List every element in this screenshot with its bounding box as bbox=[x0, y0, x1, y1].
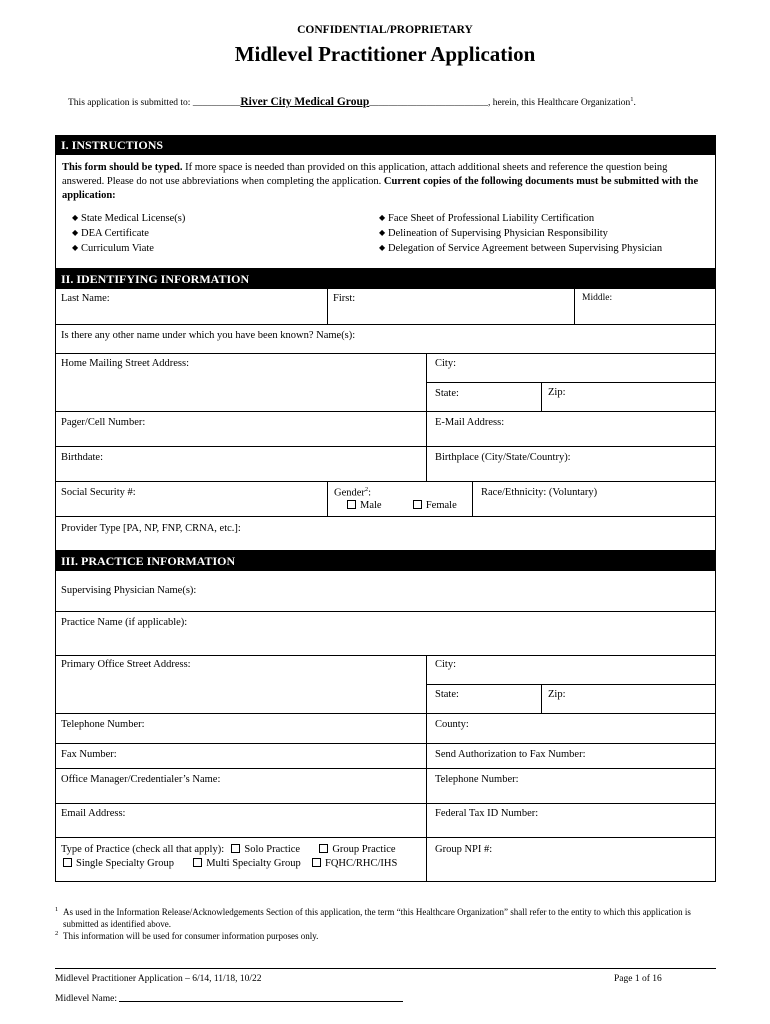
fqhc-option[interactable]: FQHC/RHC/IHS bbox=[312, 858, 397, 869]
federal-tax-id-field[interactable]: Federal Tax ID Number: bbox=[435, 808, 539, 819]
footnotes bbox=[55, 906, 716, 942]
checkbox-icon[interactable] bbox=[413, 500, 422, 509]
home-zip-field[interactable]: Zip: bbox=[548, 387, 566, 398]
practice-state-field[interactable]: State: bbox=[435, 689, 459, 700]
home-state-field[interactable]: State: bbox=[435, 388, 459, 399]
female-option[interactable]: Female bbox=[413, 500, 457, 511]
submitted-to-line bbox=[68, 96, 636, 108]
application-form bbox=[55, 135, 716, 882]
page-title: Midlevel Practitioner Application bbox=[234, 42, 536, 66]
instructions-body: If more space is needed than provided on this application, attach additional sheets and reference the question being answered. Please do not use abbreviations when completing the application. bbox=[62, 162, 668, 187]
gender-options bbox=[347, 500, 457, 511]
multi-specialty-option[interactable]: Multi Specialty Group bbox=[193, 858, 301, 869]
supervising-physician-field[interactable]: Supervising Physician Name(s): bbox=[61, 585, 197, 596]
list-item: ◆ Delineation of Supervising Physician Responsibility bbox=[379, 228, 608, 239]
home-address-field[interactable]: Home Mailing Street Address: bbox=[61, 358, 190, 369]
footnote-1: 1 As used in the Information Release/Acknowledgements Section of this application, the term “this Healthcare Organization” shall refer to the entity to which this application is submitted as identified above. bbox=[55, 906, 691, 929]
organization-name[interactable]: River City Medical Group bbox=[240, 96, 370, 109]
diamond-bullet-icon: ◆ bbox=[379, 243, 386, 252]
footer-divider bbox=[55, 968, 716, 969]
email-address-field[interactable]: E-Mail Address: bbox=[435, 417, 505, 428]
solo-practice-option[interactable]: Solo Practice bbox=[231, 844, 300, 855]
ssn-field[interactable]: Social Security #: bbox=[61, 487, 136, 498]
instructions-text bbox=[62, 161, 709, 203]
send-authorization-fax-field[interactable]: Send Authorization to Fax Number: bbox=[435, 749, 586, 760]
list-item: ◆ Face Sheet of Professional Liability Certification bbox=[379, 213, 595, 224]
practice-type-label: Type of Practice (check all that apply): bbox=[61, 844, 225, 855]
diamond-bullet-icon: ◆ bbox=[72, 213, 79, 222]
birthplace-field[interactable]: Birthplace (City/State/Country): bbox=[435, 452, 571, 463]
diamond-bullet-icon: ◆ bbox=[72, 243, 79, 252]
midlevel-name-label: Midlevel Name: bbox=[55, 994, 117, 1004]
provider-type-field[interactable]: Provider Type [PA, NP, FNP, CRNA, etc.]: bbox=[61, 523, 241, 534]
submitted-prefix: This application is submitted to: bbox=[68, 98, 193, 109]
checkbox-icon[interactable] bbox=[231, 844, 240, 853]
diamond-bullet-icon: ◆ bbox=[379, 213, 386, 222]
practice-zip-field[interactable]: Zip: bbox=[548, 689, 566, 700]
checkbox-icon[interactable] bbox=[347, 500, 356, 509]
confidential-label: CONFIDENTIAL/PROPRIETARY bbox=[297, 24, 473, 36]
telephone2-field[interactable]: Telephone Number: bbox=[435, 774, 519, 785]
section-identifying-heading: II. IDENTIFYING INFORMATION bbox=[55, 269, 716, 289]
list-item: ◆ State Medical License(s) bbox=[72, 213, 186, 224]
group-practice-option[interactable]: Group Practice bbox=[319, 844, 395, 855]
practice-type-row-1 bbox=[61, 844, 396, 855]
required-documents-left bbox=[62, 211, 379, 256]
group-npi-field[interactable]: Group NPI #: bbox=[435, 844, 493, 855]
instructions-box bbox=[55, 155, 716, 269]
gender-label: Gender$^2$: bbox=[334, 486, 372, 499]
footnote-2: 2 This information will be used for consumer information purposes only. bbox=[55, 930, 319, 941]
diamond-bullet-icon: ◆ bbox=[72, 228, 79, 237]
list-item: ◆ DEA Certificate bbox=[72, 228, 149, 239]
fax-field[interactable]: Fax Number: bbox=[61, 749, 117, 760]
office-manager-field[interactable]: Office Manager/Credentialer’s Name: bbox=[61, 774, 221, 785]
midlevel-name-line bbox=[55, 991, 403, 1004]
last-name-field[interactable]: Last Name: bbox=[61, 293, 110, 304]
checkbox-icon[interactable] bbox=[63, 858, 72, 867]
submitted-end: . bbox=[633, 98, 636, 109]
submitted-suffix: , herein, this Healthcare Organization bbox=[488, 98, 631, 109]
pager-cell-field[interactable]: Pager/Cell Number: bbox=[61, 417, 146, 428]
checkbox-icon[interactable] bbox=[312, 858, 321, 867]
instructions-current-copies: Current copies of the following documents must be submitted with the application: bbox=[62, 176, 699, 201]
checkbox-icon[interactable] bbox=[193, 858, 202, 867]
submitted-blank-before: __________ bbox=[192, 98, 241, 109]
section-practice-heading: III. PRACTICE INFORMATION bbox=[55, 551, 716, 571]
middle-name-field[interactable]: Middle: bbox=[582, 293, 613, 303]
diamond-bullet-icon: ◆ bbox=[379, 228, 386, 237]
practice-city-field[interactable]: City: bbox=[435, 659, 457, 670]
footer-form-version: Midlevel Practitioner Application – 6/14, 11/18, 10/22 bbox=[55, 974, 262, 984]
practice-email-field[interactable]: Email Address: bbox=[61, 808, 126, 819]
required-documents-list bbox=[62, 211, 709, 256]
practice-type-row-2 bbox=[63, 858, 397, 869]
home-city-field[interactable]: City: bbox=[435, 358, 457, 369]
required-documents-right bbox=[379, 211, 686, 256]
submitted-blank-after: _________________________ bbox=[369, 98, 488, 109]
telephone-field[interactable]: Telephone Number: bbox=[61, 719, 145, 730]
practice-grid bbox=[55, 571, 716, 882]
section-instructions-heading: I. INSTRUCTIONS bbox=[55, 135, 716, 155]
male-option[interactable]: Male bbox=[347, 500, 382, 511]
county-field[interactable]: County: bbox=[435, 719, 469, 730]
first-name-field[interactable]: First: bbox=[333, 293, 356, 304]
primary-address-field[interactable]: Primary Office Street Address: bbox=[61, 659, 191, 670]
race-ethnicity-field[interactable]: Race/Ethnicity: (Voluntary) bbox=[481, 487, 598, 498]
list-item: ◆ Curriculum Viate bbox=[72, 243, 154, 254]
birthdate-field[interactable]: Birthdate: bbox=[61, 452, 103, 463]
list-item: ◆ Delegation of Service Agreement between Supervising Physician bbox=[379, 243, 663, 254]
other-name-field[interactable]: Is there any other name under which you have been known? Name(s): bbox=[61, 330, 356, 341]
midlevel-name-field[interactable] bbox=[119, 991, 403, 1002]
practice-name-field[interactable]: Practice Name (if applicable): bbox=[61, 617, 188, 628]
identifying-grid bbox=[55, 289, 716, 551]
checkbox-icon[interactable] bbox=[319, 844, 328, 853]
page-number: Page 1 of 16 bbox=[614, 974, 662, 984]
footnote-marker-1: 1 bbox=[630, 96, 634, 103]
single-specialty-option[interactable]: Single Specialty Group bbox=[63, 858, 174, 869]
instructions-typed: This form should be typed. bbox=[62, 162, 183, 173]
